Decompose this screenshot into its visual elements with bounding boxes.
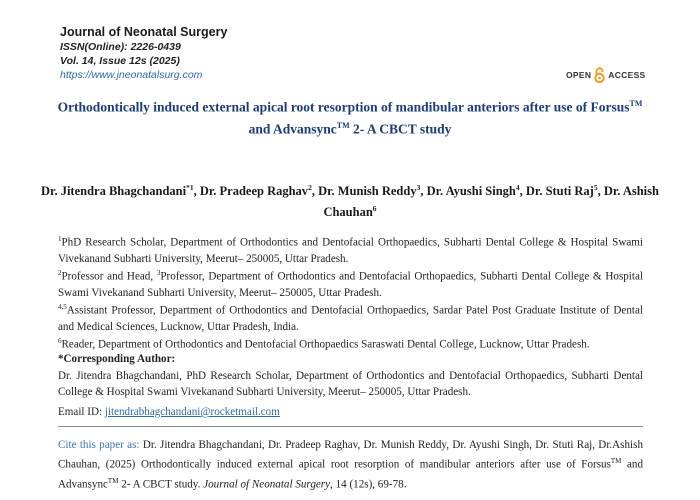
author-sup: 2 (308, 183, 312, 192)
affiliation-sup: 3 (156, 269, 161, 277)
affiliation-sup: 1 (58, 235, 62, 243)
affiliation-sup: 4,5 (58, 303, 67, 311)
author-sup: 5 (593, 183, 598, 192)
divider (58, 426, 643, 427)
citation-text: and Advansync (58, 458, 643, 491)
author-sup: 4 (515, 183, 520, 192)
open-access-badge (566, 67, 646, 83)
author-sup: *1 (186, 183, 194, 192)
journal-header (60, 24, 227, 82)
title-tm-1: TM (629, 99, 643, 108)
volume-issue: Vol. 14, Issue 12s (2025) (60, 55, 180, 67)
affiliation-3 (58, 299, 643, 335)
email-line (58, 404, 643, 420)
corresponding-heading: *Corresponding Author: (58, 353, 176, 365)
citation-tm: TM (610, 457, 622, 465)
author-sup: 6 (372, 204, 377, 214)
open-lock-icon (593, 67, 606, 83)
affiliation-sup: 2 (58, 269, 62, 277)
title-part-3: 2- A CBCT study (349, 121, 452, 136)
affiliation-text: Assistant Professor, Department of Orthodontics and Dentofacial Orthopaedics, Sardar Patel Post Graduate Institute of Dental and Medical Sciences, Lucknow, Uttar Pradesh, India. (58, 304, 643, 333)
journal-name: Journal of Neonatal Surgery (60, 25, 228, 39)
citation-text: Dr. Jitendra Bhagchandani, Dr. Pradeep Raghav, Dr. Munish Reddy, Dr. Ayushi Singh, Dr. Stuti Raj, Dr.Ashish Chauhan, (2025) Orthodontically induced external apical root resorption of mandibular anteriors after use of Forsus (58, 439, 643, 471)
citation-lead: Cite this paper as: (58, 439, 143, 451)
citation-journal: Journal of Neonatal Surgery (203, 478, 331, 491)
affiliation-sup: 6 (58, 337, 62, 345)
author-sep: , (519, 184, 526, 199)
affiliation-4 (58, 333, 643, 353)
title-tm-2: TM (336, 120, 350, 130)
affiliation-text: Reader, Department of Orthodontics and Dentofacial Orthopaedics Saraswati Dental College, Lucknow, Uttar Pradesh. (61, 338, 590, 351)
journal-url[interactable]: https://www.jneonatalsurg.com (60, 69, 203, 81)
citation-text: 2- A CBCT study. (118, 478, 204, 491)
open-access-right: ACCESS (608, 70, 646, 80)
author: Dr. Stuti Raj (525, 184, 594, 199)
affiliation-text: Professor and Head, (61, 270, 157, 283)
author-sup: 3 (416, 183, 421, 192)
author-sep: , (193, 184, 200, 199)
title-part-1: Orthodontically induced external apical root resorption of mandibular anteriors after use of Forsus (57, 99, 630, 115)
affiliation-text: Professor, Department of Orthodontics and Dentofacial Orthopaedics, Subharti Dental College & Hospital Swami Vivekanand Subharti University, Meerut– 250005, Uttar Pradesh. (58, 270, 643, 299)
author-list (40, 179, 660, 221)
affiliation-2 (58, 265, 643, 301)
author: Dr. Ashish Chauhan (323, 184, 659, 220)
author: Dr. Jitendra Bhagchandani (41, 184, 187, 199)
author: Dr. Munish Reddy (318, 184, 417, 199)
author-sep: , (311, 184, 319, 199)
citation-tm: TM (107, 476, 119, 485)
author: Dr. Pradeep Raghav (199, 184, 309, 199)
email-link[interactable]: jitendrabhagchandani@rocketmail.com (104, 406, 280, 418)
corresponding-details: Dr. Jitendra Bhagchandani, PhD Research Scholar, Department of Orthodontics and Dentofacial Orthopaedics, Subharti Dental College & Hospital Swami Vivekanand Subharti University, Meerut– 250005, Uttar Pradesh. (58, 370, 643, 398)
affiliation-1 (58, 231, 643, 267)
title-part-2: and Advansync (248, 121, 337, 136)
open-access-left: OPEN (566, 70, 592, 80)
citation-text: , 14 (12s), 69-78. (330, 478, 407, 491)
issn: ISSN(Online): 2226-0439 (60, 41, 181, 53)
affiliation-text: PhD Research Scholar, Department of Orthodontics and Dentofacial Orthopaedics, Subharti Dental College & Hospital Swami Vivekanand Subharti University, Meerut– 250005, Uttar Pradesh. (58, 236, 643, 265)
author: Dr. Ayushi Singh (426, 184, 516, 199)
email-label: Email ID: (58, 406, 105, 418)
paper-title (40, 95, 660, 138)
author-sep: , (420, 184, 427, 199)
author-sep: , (597, 184, 604, 199)
citation (58, 437, 643, 492)
